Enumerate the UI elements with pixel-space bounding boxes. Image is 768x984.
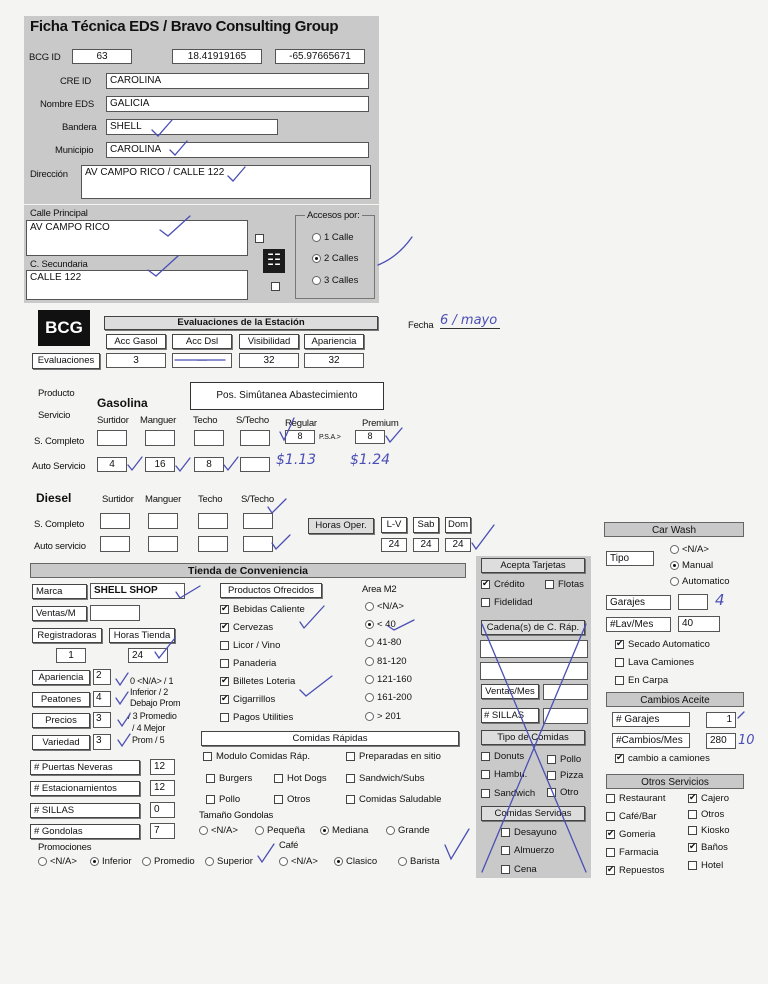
check-mark — [386, 428, 402, 442]
sillas-field[interactable]: 0 — [150, 802, 175, 818]
col-manguer: Manguer — [140, 415, 177, 426]
rapida-pollo[interactable]: Pollo — [206, 794, 240, 805]
productos-label: Productos Ofrecidos — [220, 583, 322, 598]
estacionamientos-field[interactable]: 12 — [150, 780, 175, 796]
peatones-label: Peatones — [32, 692, 90, 707]
otros-kiosko[interactable]: Kiosko — [688, 825, 730, 836]
comida-pollo[interactable]: Pollo — [547, 754, 581, 765]
carwash-tipo-automatico[interactable]: Automatico — [670, 576, 730, 587]
gas-as-surtidor[interactable]: 4 — [97, 457, 127, 472]
rapida-saludable[interactable]: Comidas Saludable — [346, 794, 441, 805]
check-mark — [300, 676, 332, 696]
traffic-light-icon: ☷ — [263, 249, 285, 273]
check-mark — [388, 620, 414, 630]
cafe-barista[interactable]: Barista — [398, 856, 440, 867]
producto-cervezas[interactable]: ✔Cervezas — [220, 622, 273, 633]
carwash-title: Car Wash — [604, 522, 744, 537]
pos-simultanea-box: Pos. Simûtanea Abastecimiento — [190, 382, 384, 410]
registradoras-label: Registradoras — [32, 628, 102, 643]
promo-superior[interactable]: Superior — [205, 856, 253, 867]
puertas-neveras-field[interactable]: 12 — [150, 759, 175, 775]
otros-otros[interactable]: Otros — [688, 809, 724, 820]
area-na[interactable]: <N/A> — [365, 601, 404, 612]
scale-2: Inferior / 2 — [130, 687, 169, 697]
eval-title: Evaluaciones de la Estación — [104, 316, 378, 330]
check-mark — [160, 216, 190, 236]
comida-pizza[interactable]: Pizza — [547, 770, 583, 781]
check-mark — [155, 638, 175, 658]
horas-tienda-field[interactable]: 24 — [128, 648, 168, 663]
check-mark — [738, 712, 744, 718]
horas-col-sab: Sab — [413, 517, 439, 533]
cre-id-label: CRE ID — [60, 76, 91, 87]
producto-licor[interactable]: Licor / Vino — [220, 640, 280, 651]
municipio-field[interactable]: CAROLINA — [106, 142, 369, 158]
tienda-title: Tienda de Conveniencia — [30, 563, 466, 578]
check-mark — [300, 606, 324, 628]
promo-na[interactable]: <N/A> — [38, 856, 77, 867]
otros-banos[interactable]: ✔Baños — [688, 842, 728, 853]
cadena-sillas-label: # SILLAS — [481, 708, 539, 723]
diesel-title: Diesel — [36, 491, 72, 505]
check-mark — [118, 734, 130, 746]
tarjeta-fidelidad[interactable]: Fidelidad — [481, 597, 533, 608]
cambio-camiones[interactable]: ✔cambio a camiones — [615, 753, 710, 764]
carwash-tipo-na[interactable]: <N/A> — [670, 544, 709, 555]
area-161-200[interactable]: 161-200 — [365, 692, 412, 703]
regular-label: Regular — [285, 418, 317, 429]
area-gt201[interactable]: > 201 — [365, 711, 401, 722]
tipo-comidas-title: Tipo de Comidas — [481, 730, 585, 745]
otros-cajero[interactable]: ✔Cajero — [688, 793, 729, 804]
gondolas-size-label: Tamaño Gondolas — [199, 810, 274, 821]
otros-restaurant[interactable]: Restaurant — [606, 793, 665, 804]
gas-as-manguer[interactable]: 16 — [145, 457, 175, 472]
calle-secundaria-label: C. Secundaria — [30, 259, 88, 270]
otros-farmacia[interactable]: Farmacia — [606, 847, 659, 858]
dsl-col-manguer: Manguer — [145, 494, 182, 505]
check-mark — [280, 418, 294, 440]
area-81-120[interactable]: 81-120 — [365, 656, 407, 667]
comida-hambu[interactable]: Hambu. — [481, 769, 527, 780]
bandera-field[interactable]: SHELL — [106, 119, 278, 135]
otros-title: Otros Servicios — [606, 774, 744, 789]
cafe-clasico[interactable]: Clasico — [334, 856, 377, 867]
carwash-lav-label: #Lav/Mes — [606, 617, 671, 632]
scale-5: / 4 Mejor — [132, 723, 166, 733]
scale-1: 0 <N/A> / 1 — [130, 676, 174, 686]
scale-6: Prom / 5 — [132, 735, 165, 745]
calle-principal-label: Calle Principal — [30, 208, 88, 219]
rapida-otros[interactable]: Otros — [274, 794, 310, 805]
carwash-lav-field[interactable]: 40 — [678, 616, 720, 632]
eval-col-visibilidad: Visibilidad — [239, 334, 299, 349]
carwash-garajes-handwritten: 4 — [715, 591, 725, 609]
carwash-lava-camiones[interactable]: Lava Camiones — [615, 657, 694, 668]
precios-label: Precios — [32, 713, 90, 728]
marca-label: Marca — [32, 584, 87, 599]
area-lt40[interactable]: < 40 — [365, 619, 396, 630]
accesos-label: Accesos por: — [307, 210, 360, 221]
variedad-field[interactable]: 3 — [93, 734, 111, 750]
promo-inferior[interactable]: Inferior — [90, 856, 132, 867]
dsl-col-s-techo: S/Techo — [241, 494, 274, 505]
rapida-sandwich[interactable]: Sandwich/Subs — [346, 773, 424, 784]
cadena-title: Cadena(s) de C. Ráp. — [481, 620, 585, 635]
bcg-logo: BCG — [38, 310, 90, 346]
auto-servicio-label: Auto Servicio — [32, 461, 86, 472]
gondola-mediana[interactable]: Mediana — [320, 825, 368, 836]
servicio-label: Servicio — [38, 410, 71, 421]
price-regular-handwritten: $1.13 — [276, 452, 317, 468]
carwash-secado[interactable]: ✔Secado Automatico — [615, 639, 710, 650]
cre-id-field[interactable]: CAROLINA — [106, 73, 369, 89]
horas-col-dom: Dom — [445, 517, 471, 533]
latitude-field[interactable]: 18.41919165 — [172, 49, 262, 64]
bandera-label: Bandera — [62, 122, 97, 133]
check-mark — [116, 673, 128, 685]
comidas-servidas-title: Comidas Servidas — [481, 806, 585, 821]
sillas-label: # SILLAS — [30, 803, 140, 818]
horas-lv[interactable]: 24 — [381, 538, 407, 552]
carwash-tipo-manual[interactable]: Manual — [670, 560, 713, 571]
regular-price-field[interactable]: 8 — [285, 430, 315, 444]
producto-label: Producto — [38, 388, 75, 399]
horas-sab[interactable]: 24 — [413, 538, 439, 552]
tarjeta-credito[interactable]: ✔Crédito — [481, 579, 525, 590]
dsl-col-techo: Techo — [198, 494, 223, 505]
gondolas-field[interactable]: 7 — [150, 823, 175, 839]
municipio-label: Municipio — [55, 145, 94, 156]
fecha-value: 6 / mayo — [440, 313, 500, 329]
col-techo: Techo — [193, 415, 218, 426]
eval-acc-dsl[interactable]: — — [172, 353, 232, 368]
fecha-label: Fecha — [408, 320, 434, 331]
rapida-hotdogs[interactable]: Hot Dogs — [274, 773, 327, 784]
premium-label: Premium — [362, 418, 399, 429]
check-mark — [170, 141, 187, 155]
accesos-option-3[interactable]: 3 Calles — [312, 275, 358, 286]
check-mark — [128, 457, 142, 470]
psa-label: P.S.A.> — [319, 434, 341, 441]
registradoras-field[interactable]: 1 — [56, 648, 86, 663]
gondola-pequena[interactable]: Pequeña — [255, 825, 305, 836]
cafe-na[interactable]: <N/A> — [279, 856, 318, 867]
horas-oper-label: Horas Oper. — [308, 518, 374, 534]
tarjetas-title: Acepta Tarjetas — [481, 558, 585, 573]
cafe-label: Café — [279, 840, 299, 851]
check-mark — [224, 457, 238, 470]
nombre-eds-label: Nombre EDS — [40, 99, 94, 110]
calle-secundaria-field[interactable]: CALLE 122 — [26, 270, 248, 300]
check-mark — [176, 586, 200, 598]
eval-row-label: Evaluaciones — [32, 353, 100, 369]
direccion-field[interactable]: AV CAMPO RICO / CALLE 122 — [81, 165, 371, 199]
puertas-neveras-label: # Puertas Neveras — [30, 760, 140, 775]
check-mark — [118, 714, 130, 726]
check-mark — [176, 458, 190, 471]
producto-bebidas[interactable]: ✔Bebidas Caliente — [220, 604, 305, 615]
eval-visibilidad[interactable]: 32 — [239, 353, 299, 368]
direccion-label: Dirección — [30, 169, 68, 180]
producto-pagos[interactable]: Pagos Utilities — [220, 712, 293, 723]
dsl-auto-servicio-label: Auto servicio — [34, 541, 86, 552]
variedad-label: Variedad — [32, 735, 90, 750]
gondola-grande[interactable]: Grande — [386, 825, 430, 836]
col-surtidor: Surtidor — [97, 415, 129, 426]
calle-principal-field[interactable]: AV CAMPO RICO — [26, 220, 248, 256]
cambios-mes-field[interactable]: 280 — [706, 733, 736, 749]
servida-almuerzo[interactable]: Almuerzo — [501, 845, 554, 856]
bcg-id-field[interactable]: 63 — [72, 49, 132, 64]
form-title: Ficha Técnica EDS / Bravo Consulting Group — [30, 18, 339, 35]
carwash-en-carpa[interactable]: En Carpa — [615, 675, 668, 686]
cambios-title: Cambios Aceite — [606, 692, 744, 707]
area-41-80[interactable]: 41-80 — [365, 637, 401, 648]
check-mark — [472, 525, 494, 549]
cambios-mes-label: #Cambios/Mes — [612, 733, 690, 748]
eval-apariencia[interactable]: 32 — [304, 353, 364, 368]
cadena-ventas-label: Ventas/Mes — [481, 684, 539, 699]
precios-field[interactable]: 3 — [93, 712, 111, 728]
carwash-garajes-label: Garajes — [606, 595, 671, 610]
check-mark — [272, 535, 290, 549]
area-label: Area M2 — [362, 584, 397, 595]
dsl-s-completo-label: S. Completo — [34, 519, 85, 530]
eval-col-acc-dsl: Acc Dsl — [172, 334, 232, 349]
longitude-field[interactable]: -65.97665671 — [275, 49, 365, 64]
tarjeta-flotas[interactable]: Flotas — [545, 579, 584, 590]
estacionamientos-label: # Estacionamientos — [30, 781, 140, 796]
gondolas-label: # Gondolas — [30, 824, 140, 839]
s-completo-label: S. Completo — [34, 436, 85, 447]
dsl-col-surtidor: Surtidor — [102, 494, 134, 505]
bcg-id-label: BCG ID — [29, 52, 61, 63]
accesos-option-1[interactable]: 1 Calle — [312, 232, 354, 243]
comida-sandwich[interactable]: Sandwich — [481, 788, 535, 799]
cambios-garajes-label: # Garajes — [612, 712, 690, 727]
check-mark — [148, 256, 178, 276]
check-mark — [445, 829, 469, 859]
premium-price-field[interactable]: 8 — [355, 430, 385, 444]
producto-loteria[interactable]: ✔Billetes Loteria — [220, 676, 295, 687]
eval-col-apariencia: Apariencia — [304, 334, 364, 349]
cambios-garajes-field[interactable]: 1 — [706, 712, 736, 728]
otros-hotel[interactable]: Hotel — [688, 860, 723, 871]
promociones-label: Promociones — [38, 842, 92, 853]
servida-desayuno[interactable]: Desayuno — [501, 827, 557, 838]
gas-as-techo[interactable]: 8 — [194, 457, 224, 472]
comidas-rapidas-title: Comidas Rápidas — [201, 731, 459, 746]
nombre-eds-field[interactable]: GALICIA — [106, 96, 369, 112]
producto-cigarrillos[interactable]: ✔Cigarrillos — [220, 694, 275, 705]
rapida-modulo[interactable]: Modulo Comidas Ráp. — [203, 751, 310, 762]
accesos-option-2[interactable]: 2 Calles — [312, 253, 358, 264]
check-mark — [378, 237, 412, 265]
check-mark — [268, 499, 286, 513]
horas-dom[interactable]: 24 — [445, 538, 471, 552]
eval-col-acc-gasol: Acc Gasol — [106, 334, 166, 349]
otros-repuestos[interactable]: ✔Repuestos — [606, 865, 664, 876]
servida-cena[interactable]: Cena — [501, 864, 537, 875]
rapida-burgers[interactable]: Burgers — [206, 773, 252, 784]
rapida-preparadas[interactable]: Preparadas en sitio — [346, 751, 441, 762]
peatones-field[interactable]: 4 — [93, 691, 111, 707]
otros-gomeria[interactable]: ✔Gomeria — [606, 829, 655, 840]
check-mark — [116, 692, 128, 704]
horas-tienda-label: Horas Tienda — [109, 628, 175, 643]
area-121-160[interactable]: 121-160 — [365, 674, 412, 685]
scale-3: Debajo Prom — [130, 698, 181, 708]
eval-acc-gasol[interactable]: 3 — [106, 353, 166, 368]
scale-4: / 3 Promedio — [128, 711, 177, 721]
gondola-na[interactable]: <N/A> — [199, 825, 238, 836]
horas-col-lv: L-V — [381, 517, 407, 533]
otros-cafe-bar[interactable]: Café/Bar — [606, 811, 657, 822]
cambios-handwritten: 10 — [738, 733, 755, 748]
promo-promedio[interactable]: Promedio — [142, 856, 195, 867]
carwash-tipo-label: Tipo — [606, 551, 654, 566]
comida-donuts[interactable]: Donuts — [481, 751, 524, 762]
apariencia-field[interactable]: 2 — [93, 669, 111, 685]
col-s-techo: S/Techo — [236, 415, 269, 426]
producto-panaderia[interactable]: Panaderia — [220, 658, 276, 669]
check-mark — [228, 167, 245, 181]
marca-field[interactable]: SHELL SHOP — [90, 583, 185, 599]
apariencia-label: Apariencia — [32, 670, 90, 685]
gasolina-title: Gasolina — [97, 396, 148, 410]
check-mark — [258, 844, 274, 862]
ventas-m-label: Ventas/M — [32, 606, 87, 621]
price-premium-handwritten: $1.24 — [350, 452, 391, 468]
check-mark — [152, 120, 172, 136]
comida-otro[interactable]: Otro — [547, 787, 578, 798]
